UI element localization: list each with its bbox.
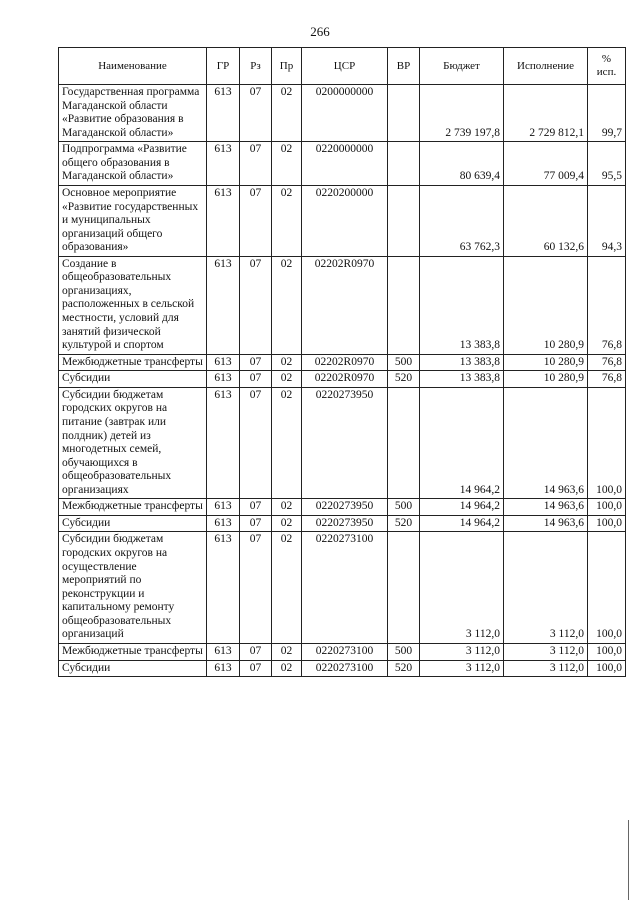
row-gr: 613 <box>207 354 240 371</box>
row-rz: 07 <box>240 387 272 499</box>
row-pct: 100,0 <box>588 515 626 532</box>
col-header-name: Наименование <box>59 48 207 85</box>
row-pr: 02 <box>272 142 302 186</box>
row-csr: 0220273950 <box>302 387 388 499</box>
table-row <box>59 142 626 186</box>
row-csr: 0220200000 <box>302 185 388 256</box>
row-budget: 2 739 197,8 <box>420 85 504 142</box>
row-execution: 60 132,6 <box>504 185 588 256</box>
col-header-budget: Бюджет <box>420 48 504 85</box>
row-rz: 07 <box>240 532 272 644</box>
row-execution: 3 112,0 <box>504 660 588 677</box>
row-vr: 520 <box>388 515 420 532</box>
row-execution: 14 963,6 <box>504 499 588 516</box>
row-gr: 613 <box>207 185 240 256</box>
col-header-pct: % исп. <box>588 48 626 85</box>
row-gr: 613 <box>207 660 240 677</box>
row-pr: 02 <box>272 387 302 499</box>
table-row <box>59 499 626 516</box>
row-csr: 0220273950 <box>302 515 388 532</box>
row-name: Подпрограмма «Развитие общего образования в Магаданской области» <box>59 142 207 186</box>
row-vr: 500 <box>388 354 420 371</box>
row-csr: 02202R0970 <box>302 354 388 371</box>
row-pr: 02 <box>272 85 302 142</box>
table-row <box>59 354 626 371</box>
row-vr <box>388 185 420 256</box>
row-name: Субсидии <box>59 660 207 677</box>
row-budget: 63 762,3 <box>420 185 504 256</box>
row-rz: 07 <box>240 142 272 186</box>
row-pct: 100,0 <box>588 532 626 644</box>
row-pct: 94,3 <box>588 185 626 256</box>
row-vr: 520 <box>388 660 420 677</box>
row-vr <box>388 256 420 354</box>
row-name: Субсидии <box>59 371 207 388</box>
table-row <box>59 185 626 256</box>
row-pct: 100,0 <box>588 643 626 660</box>
row-execution: 3 112,0 <box>504 643 588 660</box>
table-row <box>59 643 626 660</box>
row-budget: 13 383,8 <box>420 354 504 371</box>
table-row <box>59 660 626 677</box>
table-row <box>59 515 626 532</box>
row-name: Субсидии бюджетам городских округов на осуществление мероприятий по реконструкции и капитальному ремонту общеобразовательных организаций <box>59 532 207 644</box>
row-rz: 07 <box>240 660 272 677</box>
row-vr: 500 <box>388 643 420 660</box>
row-execution: 10 280,9 <box>504 354 588 371</box>
row-gr: 613 <box>207 256 240 354</box>
row-vr: 500 <box>388 499 420 516</box>
row-gr: 613 <box>207 371 240 388</box>
row-execution: 14 963,6 <box>504 387 588 499</box>
row-budget: 13 383,8 <box>420 256 504 354</box>
row-pr: 02 <box>272 354 302 371</box>
row-budget: 3 112,0 <box>420 660 504 677</box>
row-budget: 14 964,2 <box>420 499 504 516</box>
row-execution: 10 280,9 <box>504 256 588 354</box>
row-execution: 77 009,4 <box>504 142 588 186</box>
row-csr: 02202R0970 <box>302 256 388 354</box>
row-pct: 100,0 <box>588 499 626 516</box>
row-vr <box>388 142 420 186</box>
row-vr <box>388 532 420 644</box>
row-rz: 07 <box>240 643 272 660</box>
row-budget: 3 112,0 <box>420 643 504 660</box>
row-csr: 0220273100 <box>302 660 388 677</box>
row-csr: 0200000000 <box>302 85 388 142</box>
row-rz: 07 <box>240 499 272 516</box>
row-vr <box>388 387 420 499</box>
row-csr: 0220273100 <box>302 532 388 644</box>
budget-table <box>58 47 626 677</box>
row-rz: 07 <box>240 85 272 142</box>
row-name: Межбюджетные трансферты <box>59 643 207 660</box>
row-pct: 76,8 <box>588 371 626 388</box>
row-name: Субсидии бюджетам городских округов на питание (завтрак или полдник) детей из многодетных семей, обучающихся в общеобразовательных организациях <box>59 387 207 499</box>
page-number: 266 <box>310 24 330 39</box>
row-pct: 100,0 <box>588 660 626 677</box>
col-header-rz: Рз <box>240 48 272 85</box>
row-execution: 14 963,6 <box>504 515 588 532</box>
row-csr: 02202R0970 <box>302 371 388 388</box>
row-rz: 07 <box>240 185 272 256</box>
row-budget: 14 964,2 <box>420 387 504 499</box>
table-row <box>59 532 626 644</box>
row-pr: 02 <box>272 371 302 388</box>
row-name: Межбюджетные трансферты <box>59 499 207 516</box>
row-csr: 0220273950 <box>302 499 388 516</box>
row-pct: 100,0 <box>588 387 626 499</box>
row-csr: 0220000000 <box>302 142 388 186</box>
row-rz: 07 <box>240 354 272 371</box>
row-gr: 613 <box>207 499 240 516</box>
row-pr: 02 <box>272 643 302 660</box>
table-row <box>59 371 626 388</box>
row-pr: 02 <box>272 185 302 256</box>
row-gr: 613 <box>207 515 240 532</box>
row-execution: 2 729 812,1 <box>504 85 588 142</box>
row-pct: 76,8 <box>588 354 626 371</box>
row-name: Межбюджетные трансферты <box>59 354 207 371</box>
row-gr: 613 <box>207 532 240 644</box>
row-vr: 520 <box>388 371 420 388</box>
row-pr: 02 <box>272 499 302 516</box>
row-gr: 613 <box>207 643 240 660</box>
row-pct: 76,8 <box>588 256 626 354</box>
row-csr: 0220273100 <box>302 643 388 660</box>
row-pr: 02 <box>272 256 302 354</box>
row-gr: 613 <box>207 387 240 499</box>
row-execution: 10 280,9 <box>504 371 588 388</box>
row-budget: 14 964,2 <box>420 515 504 532</box>
row-pr: 02 <box>272 515 302 532</box>
row-execution: 3 112,0 <box>504 532 588 644</box>
row-gr: 613 <box>207 142 240 186</box>
row-budget: 13 383,8 <box>420 371 504 388</box>
row-name: Создание в общеобразовательных организациях, расположенных в сельской местности, условий для занятий физической культурой и спортом <box>59 256 207 354</box>
table-row <box>59 256 626 354</box>
row-gr: 613 <box>207 85 240 142</box>
row-rz: 07 <box>240 256 272 354</box>
table-header-row <box>59 48 626 85</box>
table-row <box>59 387 626 499</box>
col-header-vr: ВР <box>388 48 420 85</box>
scan-edge-mark <box>628 820 629 900</box>
row-pr: 02 <box>272 532 302 644</box>
row-rz: 07 <box>240 371 272 388</box>
row-budget: 80 639,4 <box>420 142 504 186</box>
row-name: Основное мероприятие «Развитие государственных и муниципальных организаций общего образования» <box>59 185 207 256</box>
row-name: Субсидии <box>59 515 207 532</box>
col-header-csr: ЦСР <box>302 48 388 85</box>
row-budget: 3 112,0 <box>420 532 504 644</box>
col-header-gr: ГР <box>207 48 240 85</box>
table-row <box>59 85 626 142</box>
col-header-pr: Пр <box>272 48 302 85</box>
row-pr: 02 <box>272 660 302 677</box>
row-rz: 07 <box>240 515 272 532</box>
row-name: Государственная программа Магаданской области «Развитие образования в Магаданской области» <box>59 85 207 142</box>
col-header-execution: Исполнение <box>504 48 588 85</box>
row-vr <box>388 85 420 142</box>
row-pct: 99,7 <box>588 85 626 142</box>
row-pct: 95,5 <box>588 142 626 186</box>
